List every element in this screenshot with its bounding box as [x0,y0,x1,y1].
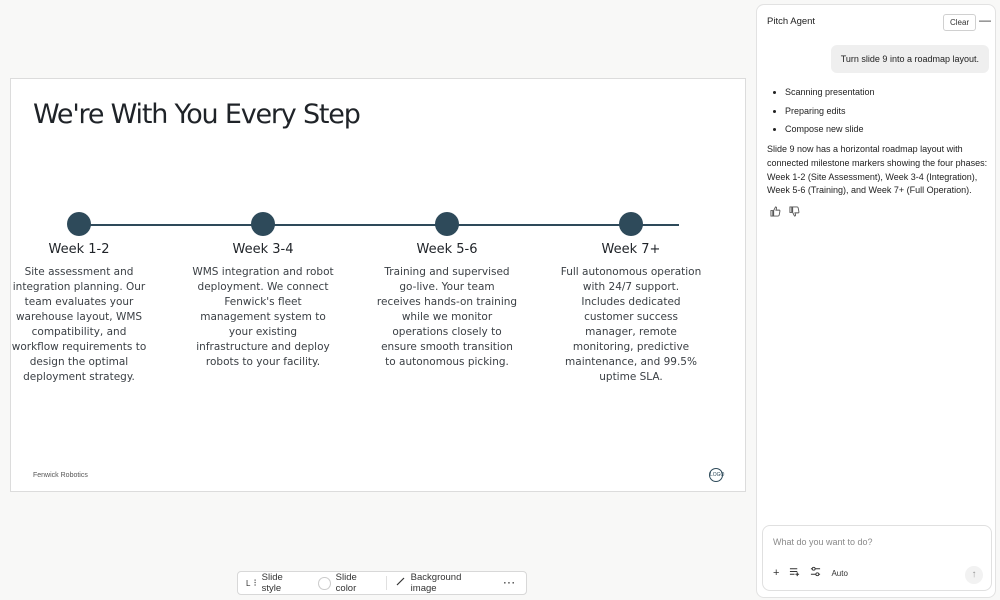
more-options-button[interactable]: ··· [503,577,516,589]
prompt-input[interactable] [771,536,985,548]
thumbs-down-icon[interactable] [789,206,800,220]
milestone-marker [619,212,643,236]
milestone-description: Site assessment and integration planning. Our team evaluates your warehouse layout, WMS compatibility, and workflow requirements to design the optimal deployment strategy. [11,266,147,383]
agent-step: • Scanning presentation [785,83,875,102]
milestone-label: Week 5-6 [416,242,478,257]
feedback-controls [770,206,800,220]
slide-style-button[interactable] [238,572,310,594]
slide-color-label: Slide color [335,572,357,594]
pitch-agent-panel [756,4,996,598]
footer-brand: Fenwick Robotics [33,472,88,479]
milestone-2[interactable] [188,212,338,370]
milestone-label: Week 1-2 [48,242,110,257]
slide-toolbar [237,571,527,595]
send-arrow-icon[interactable]: ↑ [965,566,983,584]
milestone-label: Week 3-4 [232,242,294,257]
milestone-marker [67,212,91,236]
slide-style-icon: L ⁝ [246,577,257,589]
clear-button[interactable]: Clear [943,14,976,31]
slide-color-button[interactable] [310,572,385,594]
minimize-icon[interactable]: — [979,13,991,27]
milestone-1[interactable] [4,212,154,385]
user-message: Turn slide 9 into a roadmap layout. [831,45,989,73]
milestone-description: WMS integration and robot deployment. We connect Fenwick's fleet management system to your existing infrastructure and deploy robots to your facility. [192,266,334,368]
panel-title: Pitch Agent [767,16,816,27]
color-swatch-icon [318,577,330,590]
slide-title[interactable]: We're With You Every Step [33,99,360,130]
milestone-4[interactable] [556,212,706,385]
message-composer [762,525,992,591]
milestone-description: Full autonomous operation with 24/7 support. Includes dedicated customer success manager, remote monitoring, predictive maintenance, and 99.5% uptime SLA. [560,266,702,383]
milestone-label: Week 7+ [601,242,661,257]
milestone-marker [435,212,459,236]
plus-icon[interactable]: + [773,567,780,579]
pencil-icon [395,576,406,590]
agent-step: • Preparing edits [785,102,875,121]
slide-style-label: Slide style [261,572,283,594]
milestone-marker [251,212,275,236]
composer-tools [773,566,848,580]
background-image-button[interactable] [387,572,494,594]
thumbs-up-icon[interactable] [770,206,781,220]
list-edit-icon[interactable] [789,566,800,580]
background-image-label: Background image [410,572,462,594]
logo-icon: LOGO [709,468,723,482]
model-mode-selector[interactable]: Auto [831,568,848,578]
agent-reply: Slide 9 now has a horizontal roadmap layout with connected milestone markers showing the four phases: Week 1-2 (Site Assessment), Week 3-4 (Integration), Week 5-6 (Training), and Week 7+ (Full Operation). [767,144,988,196]
slide-canvas[interactable] [10,78,746,492]
milestone-3[interactable] [372,212,522,370]
agent-step: • Compose new slide [785,120,875,139]
milestone-description: Training and supervised go-live. Your team receives hands-on training while we monitor operations closely to ensure smooth transition to autonomous picking. [376,266,518,368]
agent-steps-list [769,83,875,139]
sliders-icon[interactable] [810,566,821,580]
